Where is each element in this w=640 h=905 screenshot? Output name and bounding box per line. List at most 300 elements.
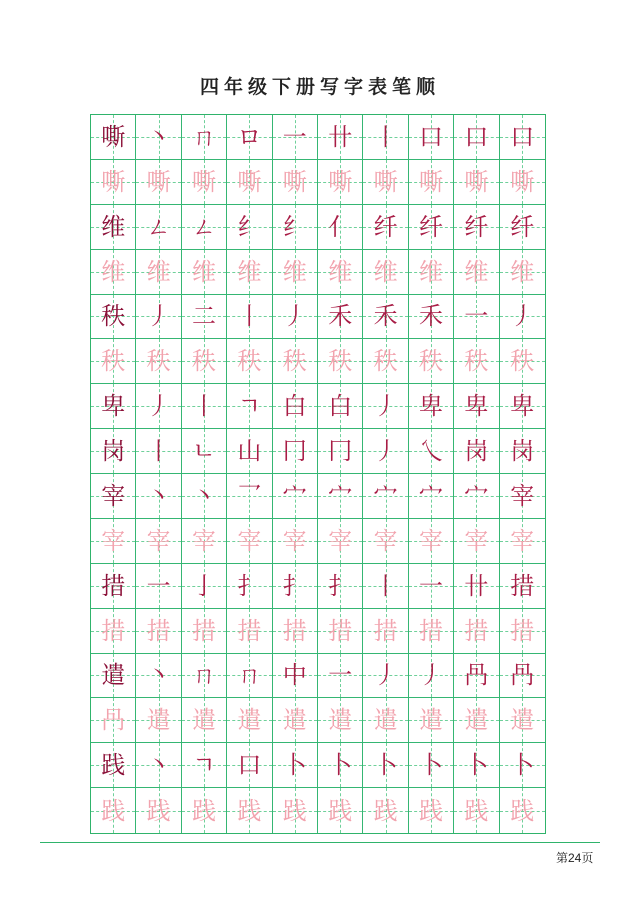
practice-character: 宰 [373, 526, 398, 555]
practice-character: 冂 [282, 437, 307, 466]
grid-cell [136, 384, 181, 429]
practice-character: 宰 [146, 526, 171, 555]
grid-cell [500, 205, 545, 250]
grid-cell [91, 115, 136, 160]
grid-cell [454, 384, 499, 429]
grid-cell [91, 384, 136, 429]
grid-cell [182, 160, 227, 205]
practice-character: 口 [510, 122, 535, 151]
grid-cell [318, 743, 363, 788]
grid-cell [91, 295, 136, 340]
grid-cell [409, 654, 454, 699]
practice-character: 嘶 [373, 167, 398, 196]
grid-cell [136, 788, 181, 833]
grid-cell [318, 250, 363, 295]
practice-character: 一 [282, 122, 307, 151]
practice-character: 卄 [464, 571, 489, 600]
grid-cell [91, 788, 136, 833]
practice-character: ㄥ [191, 212, 216, 241]
grid-cell [454, 519, 499, 564]
grid-cell [91, 698, 136, 743]
grid-cell [363, 250, 408, 295]
practice-character: 二 [191, 302, 216, 331]
grid-cell [136, 609, 181, 654]
practice-character: 一 [328, 661, 353, 690]
practice-character: 践 [510, 796, 535, 825]
grid-cell [273, 429, 318, 474]
practice-character: ㄇ [237, 661, 262, 690]
practice-character: 禾 [328, 302, 353, 331]
grid-cell [318, 115, 363, 160]
practice-character: 卑 [418, 392, 443, 421]
grid-cell [136, 339, 181, 384]
practice-character: 措 [191, 616, 216, 645]
grid-cell [318, 429, 363, 474]
practice-character: 宀 [282, 481, 307, 510]
practice-character: 宀 [373, 481, 398, 510]
practice-character: 丨 [373, 571, 398, 600]
grid-cell [136, 115, 181, 160]
practice-character: 遣 [510, 706, 535, 735]
grid-cell [182, 564, 227, 609]
practice-character: 遣 [418, 706, 443, 735]
practice-character: ㄴ [192, 437, 216, 466]
grid-cell [136, 654, 181, 699]
grid-cell [409, 474, 454, 519]
footer-divider [40, 842, 600, 843]
practice-character: 秩 [191, 347, 216, 376]
grid-cell [363, 519, 408, 564]
grid-cell [91, 339, 136, 384]
practice-character: 丨 [191, 392, 216, 421]
grid-cell [500, 788, 545, 833]
practice-character: 宰 [237, 526, 262, 555]
practice-character: 卜 [464, 751, 489, 780]
grid-cell [136, 160, 181, 205]
practice-character: 嘶 [146, 167, 171, 196]
grid-cell [363, 564, 408, 609]
practice-character: 禾 [373, 302, 398, 331]
grid-cell [273, 743, 318, 788]
practice-character: 白 [282, 392, 307, 421]
grid-cell [500, 474, 545, 519]
practice-character: 纟 [237, 212, 262, 241]
practice-character: 秩 [510, 347, 535, 376]
grid-cell [227, 654, 272, 699]
practice-character: 丿 [373, 437, 398, 466]
grid-cell [454, 115, 499, 160]
practice-character: 宰 [282, 526, 307, 555]
grid-cell [454, 205, 499, 250]
grid-cell [273, 250, 318, 295]
grid-cell [227, 474, 272, 519]
practice-character: 口 [464, 122, 489, 151]
grid-cell [182, 115, 227, 160]
grid-cell [136, 429, 181, 474]
grid-cell [500, 698, 545, 743]
grid-cell [318, 339, 363, 384]
grid-cell [182, 519, 227, 564]
model-character: 措 [101, 616, 126, 645]
grid-cell [227, 788, 272, 833]
practice-character: 扌 [328, 571, 353, 600]
grid-cell [409, 429, 454, 474]
grid-cell [91, 429, 136, 474]
practice-character: 丨 [237, 302, 262, 331]
grid-cell [91, 160, 136, 205]
practice-character: 丶 [146, 751, 171, 780]
grid-cell [363, 698, 408, 743]
practice-character: 纤 [418, 212, 443, 241]
practice-grid [90, 114, 546, 834]
grid-cell [91, 250, 136, 295]
practice-character: 冎 [464, 661, 489, 690]
practice-character: 白 [328, 392, 353, 421]
practice-character: ロ [237, 122, 262, 151]
practice-character: 秩 [464, 347, 489, 376]
practice-character: 措 [146, 616, 171, 645]
grid-cell [363, 788, 408, 833]
practice-character: 丿 [282, 302, 307, 331]
grid-cell [91, 654, 136, 699]
model-character: 冎 [101, 706, 126, 735]
grid-cell [91, 609, 136, 654]
practice-character: 纤 [373, 212, 398, 241]
grid-cell [363, 115, 408, 160]
practice-character: 践 [418, 796, 443, 825]
grid-cell [363, 160, 408, 205]
grid-cell [318, 698, 363, 743]
practice-character: 口 [418, 122, 443, 151]
practice-character: 丨 [373, 122, 398, 151]
practice-character: 山 [237, 437, 262, 466]
grid-cell [227, 609, 272, 654]
practice-character: 卄 [328, 122, 353, 151]
model-character: 嘶 [101, 122, 126, 151]
practice-character: 秩 [328, 347, 353, 376]
grid-cell [182, 205, 227, 250]
page-number: 第24页 [556, 851, 594, 865]
practice-character: 嘶 [191, 167, 216, 196]
grid-cell [363, 205, 408, 250]
grid-cell [91, 743, 136, 788]
model-character: 卑 [101, 392, 126, 421]
grid-cell [409, 564, 454, 609]
practice-character: 丿 [373, 392, 398, 421]
grid-cell [273, 564, 318, 609]
grid-cell [227, 743, 272, 788]
practice-character: 扌 [237, 571, 262, 600]
practice-character: 亅 [191, 571, 216, 600]
practice-character: 维 [237, 257, 262, 286]
practice-character: 宰 [418, 526, 443, 555]
grid-cell [227, 295, 272, 340]
grid-cell [363, 429, 408, 474]
grid-cell [409, 250, 454, 295]
practice-character: 宰 [510, 526, 535, 555]
grid-cell [227, 564, 272, 609]
practice-character: 践 [328, 796, 353, 825]
practice-character: 丿 [146, 392, 171, 421]
grid-cell [182, 654, 227, 699]
practice-character: 遣 [191, 706, 216, 735]
practice-character: 措 [373, 616, 398, 645]
practice-character: 乀 [418, 437, 443, 466]
grid-cell [227, 698, 272, 743]
practice-character: 丿 [418, 661, 443, 690]
grid-cell [182, 698, 227, 743]
practice-character: 纟 [282, 212, 307, 241]
practice-character: 丶 [146, 481, 171, 510]
practice-character: 措 [464, 616, 489, 645]
grid-cell [318, 474, 363, 519]
practice-character: 践 [373, 796, 398, 825]
practice-character: 措 [510, 571, 535, 600]
grid-cell [136, 205, 181, 250]
practice-character: 岗 [510, 437, 535, 466]
practice-character: 遣 [282, 706, 307, 735]
grid-cell [318, 295, 363, 340]
practice-character: 嘶 [510, 167, 535, 196]
practice-character: 遣 [237, 706, 262, 735]
practice-character: 维 [328, 257, 353, 286]
practice-character: 践 [282, 796, 307, 825]
grid-cell [318, 205, 363, 250]
grid-cell [273, 295, 318, 340]
grid-cell [182, 788, 227, 833]
practice-character: 措 [510, 616, 535, 645]
model-character: 维 [101, 257, 126, 286]
practice-character: 宰 [191, 526, 216, 555]
practice-character: 宀 [464, 481, 489, 510]
grid-cell [318, 788, 363, 833]
practice-character: 维 [510, 257, 535, 286]
grid-cell [182, 609, 227, 654]
grid-cell [318, 160, 363, 205]
practice-character: 嘶 [328, 167, 353, 196]
model-character: 宰 [101, 526, 126, 555]
practice-character: 措 [418, 616, 443, 645]
grid-cell [363, 474, 408, 519]
grid-cell [500, 160, 545, 205]
practice-character: 卜 [510, 751, 535, 780]
grid-cell [363, 295, 408, 340]
grid-cell [273, 519, 318, 564]
grid-cell [182, 743, 227, 788]
practice-character: 丶 [191, 481, 216, 510]
practice-character: 维 [464, 257, 489, 286]
model-character: 秩 [101, 302, 126, 331]
grid-cell [227, 205, 272, 250]
grid-cell [409, 519, 454, 564]
grid-cell [136, 295, 181, 340]
grid-cell [91, 519, 136, 564]
practice-character: 亻 [328, 212, 353, 241]
grid-cell [409, 698, 454, 743]
practice-character: 遣 [373, 706, 398, 735]
practice-character: 维 [373, 257, 398, 286]
practice-character: 遣 [328, 706, 353, 735]
page-title: 四年级下册写字表笔顺 [199, 76, 440, 98]
practice-character: 丿 [510, 302, 535, 331]
practice-character: 卜 [282, 751, 307, 780]
grid-cell [454, 295, 499, 340]
grid-cell [273, 339, 318, 384]
grid-cell [363, 654, 408, 699]
practice-character: 纤 [464, 212, 489, 241]
practice-character: ㄱ [192, 751, 216, 780]
practice-character: 口 [237, 751, 262, 780]
grid-cell [273, 160, 318, 205]
practice-character: ㄱ [237, 392, 261, 421]
practice-character: 遣 [464, 706, 489, 735]
grid-cell [454, 160, 499, 205]
practice-character: 卜 [373, 751, 398, 780]
grid-cell [409, 384, 454, 429]
grid-cell [273, 698, 318, 743]
practice-character: 秩 [282, 347, 307, 376]
grid-cell [454, 474, 499, 519]
practice-character: 一 [146, 571, 171, 600]
practice-character: 措 [328, 616, 353, 645]
practice-character: 卜 [418, 751, 443, 780]
grid-cell [409, 295, 454, 340]
model-character: 宰 [101, 481, 126, 510]
grid-cell [318, 519, 363, 564]
grid-cell [454, 654, 499, 699]
practice-character: 卑 [510, 392, 535, 421]
practice-character: 乛 [237, 481, 262, 510]
grid-cell [454, 250, 499, 295]
grid-cell [273, 115, 318, 160]
grid-cell [227, 519, 272, 564]
grid-cell [409, 339, 454, 384]
grid-cell [273, 654, 318, 699]
practice-character: 扌 [282, 571, 307, 600]
practice-character: 嘶 [464, 167, 489, 196]
grid-cell [500, 295, 545, 340]
model-character: 措 [101, 571, 126, 600]
grid-cell [227, 115, 272, 160]
practice-character: 禾 [418, 302, 443, 331]
grid-cell [409, 205, 454, 250]
grid-cell [182, 339, 227, 384]
practice-character: 中 [282, 661, 307, 690]
practice-character: 丶 [146, 661, 171, 690]
practice-character: 维 [418, 257, 443, 286]
practice-character: 卜 [328, 751, 353, 780]
practice-character: 丨 [146, 437, 171, 466]
grid-cell [273, 788, 318, 833]
grid-cell [454, 698, 499, 743]
practice-character: ㄇ [191, 661, 216, 690]
grid-cell [136, 564, 181, 609]
grid-cell [227, 160, 272, 205]
grid-cell [500, 519, 545, 564]
grid-cell [363, 743, 408, 788]
grid-cell [454, 788, 499, 833]
practice-character: 秩 [237, 347, 262, 376]
model-character: 维 [101, 212, 126, 241]
grid-cell [500, 429, 545, 474]
practice-character: 维 [282, 257, 307, 286]
grid-cell [318, 564, 363, 609]
practice-character: 践 [146, 796, 171, 825]
grid-cell [318, 654, 363, 699]
practice-character: 践 [237, 796, 262, 825]
grid-cell [409, 788, 454, 833]
grid-cell [227, 339, 272, 384]
practice-character: ㄇ [191, 122, 216, 151]
practice-character: 宀 [328, 481, 353, 510]
grid-cell [136, 250, 181, 295]
grid-cell [363, 339, 408, 384]
grid-cell [500, 654, 545, 699]
grid-cell [136, 474, 181, 519]
grid-cell [500, 609, 545, 654]
grid-cell [136, 519, 181, 564]
grid-cell [227, 250, 272, 295]
practice-character: 一 [418, 571, 443, 600]
grid-cell [409, 609, 454, 654]
grid-cell [454, 609, 499, 654]
grid-cell [363, 609, 408, 654]
grid-cell [454, 564, 499, 609]
practice-character: 秩 [146, 347, 171, 376]
practice-character: 秩 [373, 347, 398, 376]
grid-cell [136, 698, 181, 743]
model-character: 践 [101, 796, 126, 825]
grid-cell [91, 474, 136, 519]
practice-character: 宀 [418, 481, 443, 510]
grid-cell [454, 339, 499, 384]
practice-character: 维 [146, 257, 171, 286]
grid-cell [273, 609, 318, 654]
grid-cell [363, 384, 408, 429]
practice-character: 维 [191, 257, 216, 286]
practice-character: 一 [464, 302, 489, 331]
model-character: 秩 [101, 347, 126, 376]
grid-cell [409, 743, 454, 788]
practice-character: 卑 [464, 392, 489, 421]
practice-character: 践 [191, 796, 216, 825]
model-character: 遣 [101, 661, 126, 690]
grid-cell [500, 115, 545, 160]
grid-cell [500, 339, 545, 384]
grid-cell [318, 384, 363, 429]
practice-character: 冂 [328, 437, 353, 466]
practice-character: 纤 [510, 212, 535, 241]
grid-cell [409, 115, 454, 160]
grid-cell [454, 429, 499, 474]
practice-character: 丿 [146, 302, 171, 331]
practice-character: ㄥ [146, 212, 171, 241]
practice-character: 宰 [464, 526, 489, 555]
practice-character: 嘶 [418, 167, 443, 196]
practice-character: 宰 [328, 526, 353, 555]
grid-cell [91, 205, 136, 250]
grid-cell [500, 743, 545, 788]
practice-character: 践 [464, 796, 489, 825]
practice-character: 宰 [510, 481, 535, 510]
practice-character: 嘶 [282, 167, 307, 196]
practice-character: 丶 [146, 122, 171, 151]
grid-cell [182, 250, 227, 295]
grid-cell [500, 384, 545, 429]
practice-character: 丿 [373, 661, 398, 690]
grid-cell [500, 250, 545, 295]
grid-cell [182, 474, 227, 519]
